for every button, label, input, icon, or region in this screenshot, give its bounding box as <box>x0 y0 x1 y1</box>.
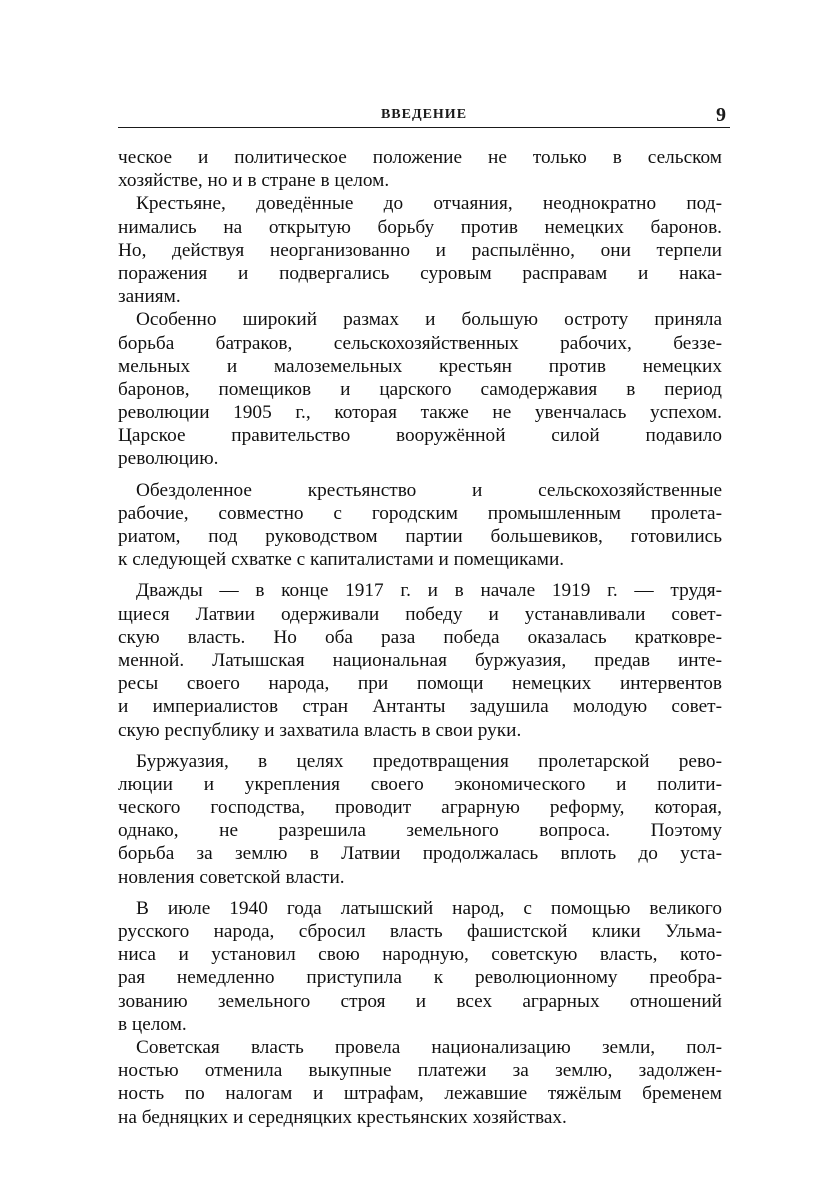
text-line: однако, не разрешила земельного вопроса. Поэтому <box>118 820 722 842</box>
text-line: революции 1905 г., которая также не увенчалась успехом. <box>118 402 722 424</box>
text-line: зованию земельного строя и всех аграрных отношений <box>118 990 722 1012</box>
paragraph <box>118 192 722 308</box>
text-line: Особенно широкий размах и большую остроту приняла <box>136 309 722 331</box>
text-line: ческого господства, проводит аграрную реформу, которая, <box>118 797 722 819</box>
text-line: Царское правительство вооружённой силой подавило <box>118 425 722 447</box>
text-line: нимались на открытую борьбу против немецких баронов. <box>118 216 722 238</box>
body-text <box>118 146 722 1129</box>
header-rule <box>118 127 730 128</box>
paragraph <box>118 479 722 572</box>
text-line: В июле 1940 года латышский народ, с помощью великого <box>136 897 722 919</box>
paragraph <box>118 897 722 1036</box>
text-line: ностью отменила выкупные платежи за землю, задолжен- <box>118 1060 722 1082</box>
text-line: Обездоленное крестьянство и сельскохозяйственные <box>136 479 722 501</box>
text-line: революцию. <box>118 448 219 470</box>
text-line: щиеся Латвии одерживали победу и устанавливали совет- <box>118 603 722 625</box>
text-line: Советская власть провела национализацию земли, пол- <box>136 1036 722 1058</box>
text-line: борьба за землю в Латвии продолжалась вплоть до уста- <box>118 843 722 865</box>
text-line: в целом. <box>118 1013 187 1035</box>
text-line: ресы своего народа, при помощи немецких интервентов <box>118 673 722 695</box>
text-line: ность по налогам и штрафам, лежавшие тяжёлым бременем <box>118 1083 722 1105</box>
text-line: поражения и подвергались суровым расправам и нака- <box>118 262 722 284</box>
running-header <box>118 104 730 130</box>
text-line: на бедняцких и середняцких крестьянских хозяйствах. <box>118 1106 567 1128</box>
text-line: Но, действуя неорганизованно и распылённо, они терпели <box>118 239 722 261</box>
paragraph <box>118 146 722 192</box>
text-line: риатом, под руководством партии большевиков, готовились <box>118 526 722 547</box>
paragraph <box>118 308 722 470</box>
text-line: мельных и малоземельных крестьян против немецких <box>118 355 722 377</box>
running-header-title: ВВЕДЕНИЕ <box>380 107 468 122</box>
text-line: и империалистов стран Антанты задушила молодую совет- <box>118 696 722 718</box>
paragraph <box>118 750 722 889</box>
paragraph <box>118 1036 722 1129</box>
text-line: ниса и установил свою народную, советскую власть, кото- <box>118 944 722 966</box>
text-line: борьба батраков, сельскохозяйственных рабочих, беззе- <box>118 332 722 354</box>
text-line: рая немедленно приступила к революционному преобра- <box>118 967 722 989</box>
text-line: менной. Латышская национальная буржуазия, предав инте- <box>118 649 722 671</box>
text-line: ческое и политическое положение не только в сельском <box>118 147 722 168</box>
text-line: баронов, помещиков и царского самодержавия в период <box>118 378 722 400</box>
text-line: рабочие, совместно с городским промышленным пролета- <box>118 502 722 524</box>
text-line: люции и укрепления своего экономического и полити- <box>118 773 722 795</box>
text-line: скую власть. Но оба раза победа оказалась кратковре- <box>118 626 722 648</box>
text-line: новления советской власти. <box>118 866 345 888</box>
page-number: 9 <box>716 104 726 126</box>
text-line: к следующей схватке с капиталистами и помещиками. <box>118 549 565 571</box>
text-line: скую республику и захватила власть в свои руки. <box>118 719 522 741</box>
paragraph <box>118 579 722 741</box>
text-line: Крестьяне, доведённые до отчаяния, неоднократно под- <box>136 193 722 215</box>
text-line: Буржуазия, в целях предотвращения пролетарской рево- <box>136 750 722 772</box>
text-line: хозяйстве, но и в стране в целом. <box>118 170 390 192</box>
text-line: русского народа, сбросил власть фашистской клики Ульма- <box>118 921 722 942</box>
text-line: заниям. <box>118 286 181 308</box>
text-line: Дважды — в конце 1917 г. и в начале 1919 г. — трудя- <box>136 580 722 602</box>
